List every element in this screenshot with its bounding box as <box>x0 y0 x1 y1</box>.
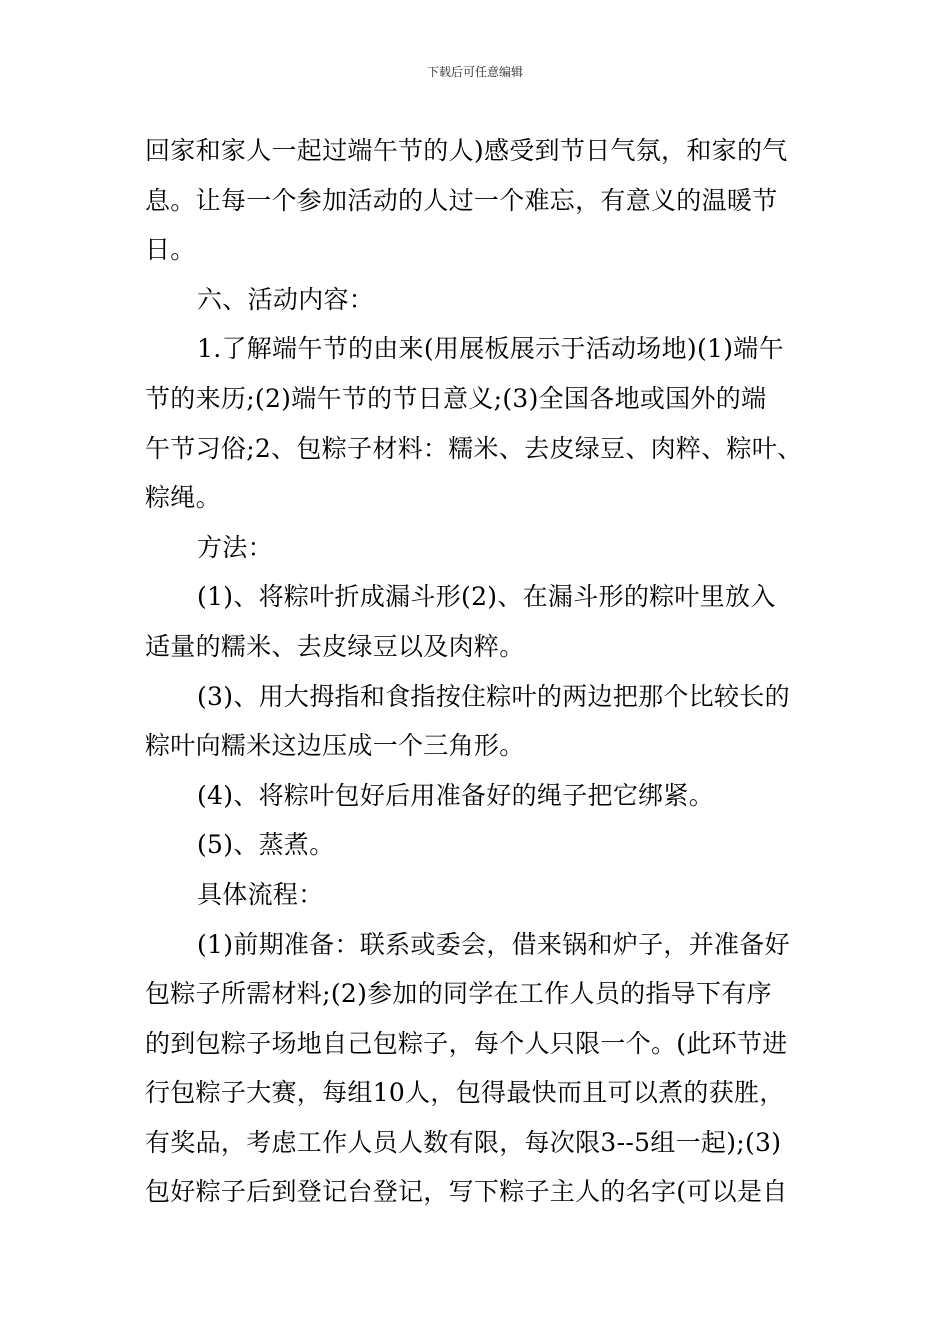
text-line: 息。让每一个参加活动的人过一个难忘，有意义的温暖节 <box>145 185 778 215</box>
text-line: (3)、用大拇指和食指按住粽叶的两边把那个比较长的 <box>197 681 790 711</box>
text-line: 行包粽子大赛，每组10人，包得最快而且可以煮的获胜， <box>145 1078 785 1108</box>
text-line: 日。 <box>145 235 196 265</box>
text-line: (4)、将粽叶包好后用准备好的绳子把它绑紧。 <box>197 780 715 810</box>
text-line: (1)前期准备：联系或委会，借来锅和炉子，并准备好 <box>197 929 790 959</box>
text-line: 1.了解端午节的由来(用展板展示于活动场地)(1)端午 <box>197 334 784 364</box>
text-line: 适量的糯米、去皮绿豆以及肉粹。 <box>145 631 525 661</box>
text-line: 六、活动内容： <box>197 284 375 314</box>
document-body <box>145 126 825 1217</box>
text-line: 具体流程： <box>197 879 324 909</box>
text-line: 包好粽子后到登记台登记，写下粽子主人的名字(可以是自 <box>145 1177 788 1207</box>
text-line: 粽绳。 <box>145 483 221 513</box>
text-line: 午节习俗;2、包粽子材料：糯米、去皮绿豆、肉粹、粽叶、 <box>145 433 803 463</box>
text-line: 的到包粽子场地自己包粽子，每个人只限一个。(此环节进 <box>145 1028 788 1058</box>
page-header: 下载后可任意编辑 <box>426 65 523 79</box>
text-line: 粽叶向糯米这边压成一个三角形。 <box>145 731 525 761</box>
text-line: 回家和家人一起过端午节的人)感受到节日气氛，和家的气 <box>145 136 788 165</box>
text-line: (5)、蒸煮。 <box>197 830 335 860</box>
text-line: 有奖品，考虑工作人员人数有限，每次限3--5组一起);(3) <box>145 1127 782 1157</box>
text-line: 方法： <box>197 532 273 562</box>
text-line: 节的来历;(2)端午节的节日意义;(3)全国各地或国外的端 <box>145 383 767 413</box>
text-line: 包粽子所需材料;(2)参加的同学在工作人员的指导下有序 <box>145 979 772 1009</box>
text-line: (1)、将粽叶折成漏斗形(2)、在漏斗形的粽叶里放入 <box>197 582 776 612</box>
